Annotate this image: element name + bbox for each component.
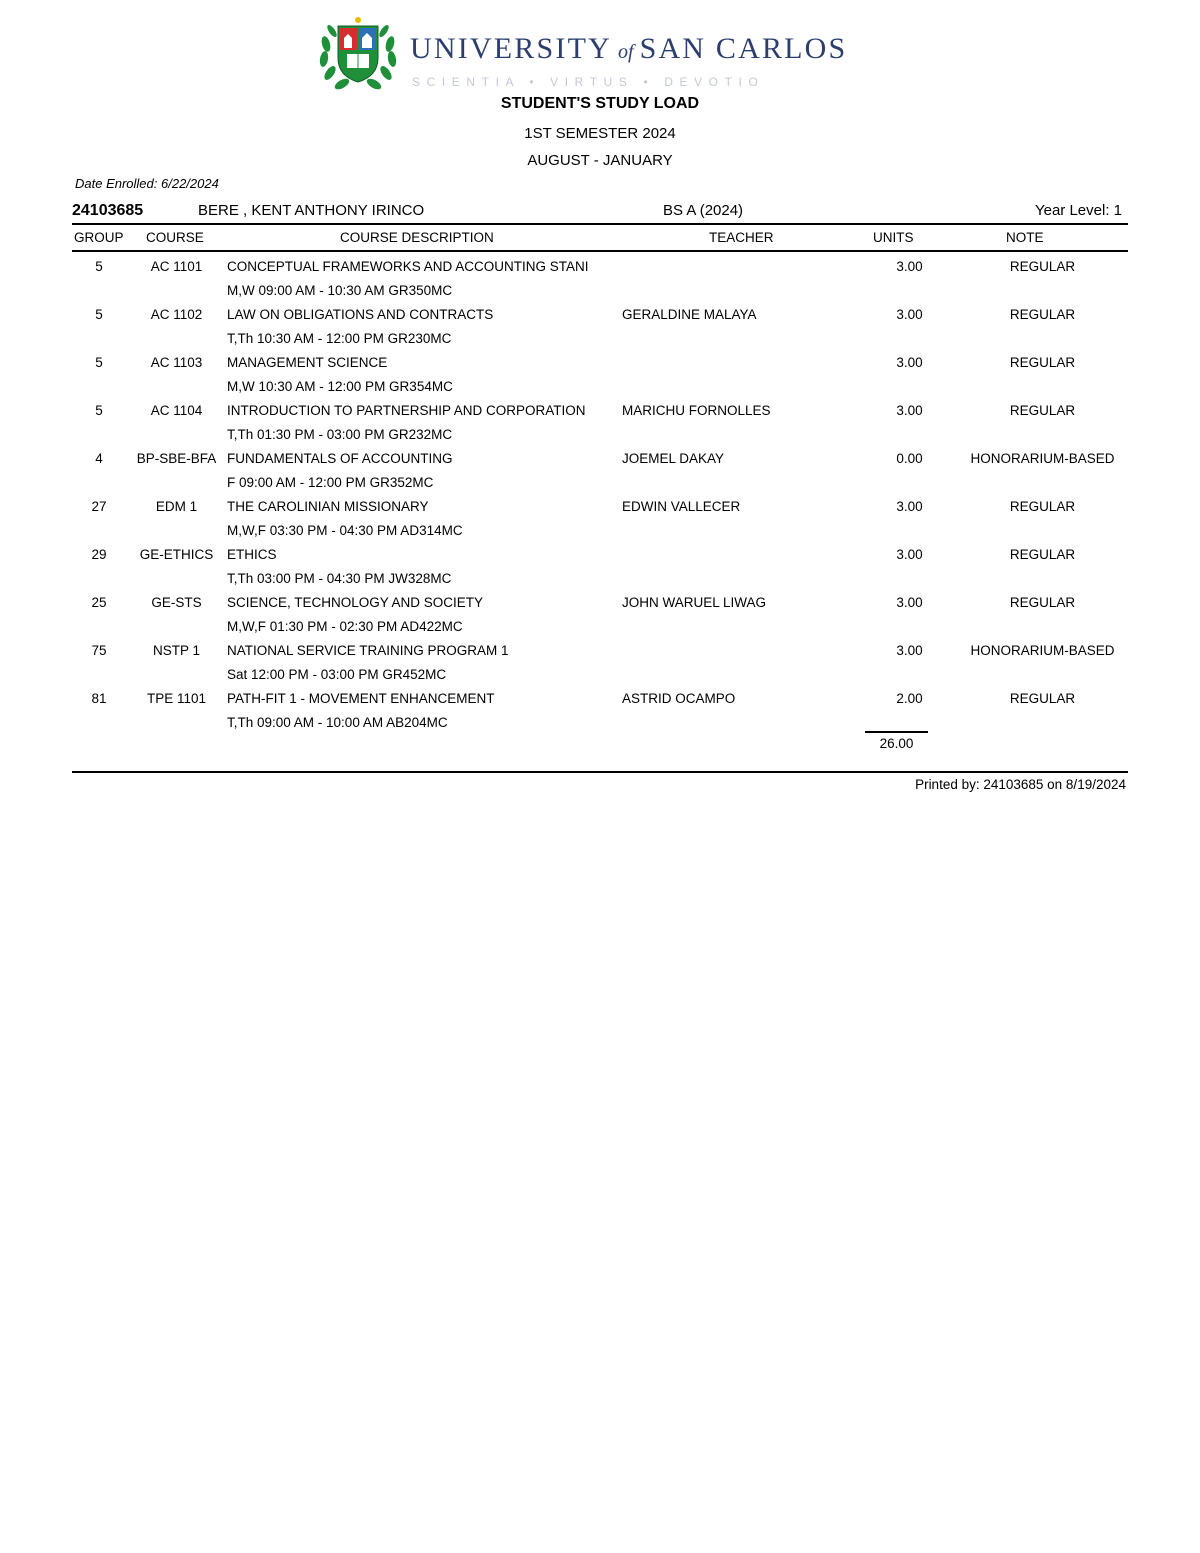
course-description: PATH-FIT 1 - MOVEMENT ENHANCEMENT xyxy=(227,690,495,706)
header-bottom-divider xyxy=(72,250,1128,252)
course-code: EDM 1 xyxy=(155,498,198,514)
total-units-rule xyxy=(865,731,928,733)
printed-by: Printed by: 24103685 on 8/19/2024 xyxy=(915,777,1126,792)
course-teacher: JOHN WARUEL LIWAG xyxy=(622,594,767,610)
course-group: 5 xyxy=(95,354,103,370)
course-schedule: M,W,F 03:30 PM - 04:30 PM AD314MC xyxy=(227,522,463,538)
course-note: REGULAR xyxy=(1009,258,1076,274)
column-header-course: COURSE xyxy=(146,230,204,245)
course-teacher xyxy=(622,638,862,662)
course-code: TPE 1101 xyxy=(146,690,207,706)
course-teacher: MARICHU FORNOLLES xyxy=(622,402,771,418)
course-note: REGULAR xyxy=(1009,690,1076,706)
schedule-row xyxy=(72,614,1128,638)
course-group: 29 xyxy=(91,546,107,562)
course-row xyxy=(72,638,1128,662)
course-description: CONCEPTUAL FRAMEWORKS AND ACCOUNTING STANI xyxy=(227,258,589,274)
university-name-part1: UNIVERSITY xyxy=(410,32,612,65)
course-row xyxy=(72,302,1128,326)
course-schedule: M,W,F 01:30 PM - 02:30 PM AD422MC xyxy=(227,618,463,634)
course-group: 27 xyxy=(91,498,107,514)
course-row xyxy=(72,446,1128,470)
schedule-row xyxy=(72,710,1128,734)
semester-label: 1ST SEMESTER 2024 xyxy=(524,125,676,142)
course-units: 3.00 xyxy=(896,402,923,418)
course-units: 3.00 xyxy=(896,642,923,658)
course-description: MANAGEMENT SCIENCE xyxy=(227,354,388,370)
course-code: AC 1101 xyxy=(150,258,203,274)
course-teacher: EDWIN VALLECER xyxy=(622,498,741,514)
study-load-body xyxy=(72,254,1128,734)
course-note: REGULAR xyxy=(1009,594,1076,610)
course-group: 25 xyxy=(91,594,107,610)
period-label: AUGUST - JANUARY xyxy=(527,152,673,169)
footer-divider xyxy=(72,771,1128,773)
total-units: 26.00 xyxy=(879,736,914,751)
course-note: HONORARIUM-BASED xyxy=(970,642,1115,658)
course-schedule: M,W 09:00 AM - 10:30 AM GR350MC xyxy=(227,282,453,298)
course-row xyxy=(72,254,1128,278)
schedule-row xyxy=(72,374,1128,398)
course-group: 75 xyxy=(91,642,107,658)
course-schedule: Sat 12:00 PM - 03:00 PM GR452MC xyxy=(227,666,447,682)
course-schedule: T,Th 03:00 PM - 04:30 PM JW328MC xyxy=(227,570,452,586)
university-seal-icon xyxy=(318,14,398,92)
course-note: HONORARIUM-BASED xyxy=(970,450,1115,466)
schedule-row xyxy=(72,662,1128,686)
course-description: SCIENCE, TECHNOLOGY AND SOCIETY xyxy=(227,594,484,610)
course-row xyxy=(72,590,1128,614)
course-group: 81 xyxy=(91,690,107,706)
course-units: 2.00 xyxy=(896,690,923,706)
course-note: REGULAR xyxy=(1009,354,1076,370)
course-schedule: T,Th 01:30 PM - 03:00 PM GR232MC xyxy=(227,426,453,442)
header-top-divider xyxy=(72,223,1128,225)
course-code: BP-SBE-BFA xyxy=(136,450,217,466)
column-header-units: UNITS xyxy=(873,230,914,245)
course-description: NATIONAL SERVICE TRAINING PROGRAM 1 xyxy=(227,642,509,658)
schedule-row xyxy=(72,326,1128,350)
course-group: 5 xyxy=(95,402,103,418)
student-name: BERE , KENT ANTHONY IRINCO xyxy=(198,202,425,219)
course-description: THE CAROLINIAN MISSIONARY xyxy=(227,498,429,514)
course-code: GE-STS xyxy=(151,594,202,610)
schedule-row xyxy=(72,278,1128,302)
course-units: 3.00 xyxy=(896,258,923,274)
schedule-row xyxy=(72,566,1128,590)
course-row xyxy=(72,542,1128,566)
schedule-row xyxy=(72,422,1128,446)
course-row xyxy=(72,398,1128,422)
course-note: REGULAR xyxy=(1009,402,1076,418)
course-schedule: T,Th 09:00 AM - 10:00 AM AB204MC xyxy=(227,714,448,730)
course-teacher: JOEMEL DAKAY xyxy=(622,450,725,466)
course-teacher xyxy=(622,542,862,566)
column-header-teacher: TEACHER xyxy=(709,230,774,245)
university-name-part2: SAN CARLOS xyxy=(639,32,848,65)
student-id: 24103685 xyxy=(72,202,144,219)
course-code: AC 1103 xyxy=(150,354,203,370)
student-program: BS A (2024) xyxy=(663,202,744,219)
course-units: 3.00 xyxy=(896,306,923,322)
student-info-row xyxy=(72,202,1128,222)
course-units: 3.00 xyxy=(896,546,923,562)
university-name-of: of xyxy=(618,41,634,63)
course-schedule: F 09:00 AM - 12:00 PM GR352MC xyxy=(227,474,434,490)
course-code: AC 1104 xyxy=(150,402,203,418)
course-schedule: M,W 10:30 AM - 12:00 PM GR354MC xyxy=(227,378,453,394)
course-teacher: ASTRID OCAMPO xyxy=(622,690,736,706)
course-group: 5 xyxy=(95,258,103,274)
course-group: 4 xyxy=(95,450,103,466)
column-header-group: GROUP xyxy=(74,230,124,245)
course-units: 0.00 xyxy=(896,450,923,466)
column-header-note: NOTE xyxy=(1006,230,1044,245)
course-units: 3.00 xyxy=(896,498,923,514)
university-logo xyxy=(318,14,878,94)
course-schedule: T,Th 10:30 AM - 12:00 PM GR230MC xyxy=(227,330,452,346)
schedule-row xyxy=(72,470,1128,494)
document-title: STUDENT'S STUDY LOAD xyxy=(500,95,700,112)
course-code: AC 1102 xyxy=(150,306,203,322)
course-note: REGULAR xyxy=(1009,498,1076,514)
year-level: Year Level: 1 xyxy=(1034,202,1122,219)
course-code: NSTP 1 xyxy=(152,642,201,658)
course-row xyxy=(72,686,1128,710)
date-enrolled: Date Enrolled: 6/22/2024 xyxy=(75,176,219,191)
course-description: LAW ON OBLIGATIONS AND CONTRACTS xyxy=(227,306,494,322)
course-teacher xyxy=(622,254,862,278)
course-note: REGULAR xyxy=(1009,546,1076,562)
course-group: 5 xyxy=(95,306,103,322)
course-description: ETHICS xyxy=(227,546,277,562)
course-teacher xyxy=(622,350,862,374)
course-units: 3.00 xyxy=(896,594,923,610)
course-description: FUNDAMENTALS OF ACCOUNTING xyxy=(227,450,453,466)
column-header-description: COURSE DESCRIPTION xyxy=(340,230,494,245)
course-description: INTRODUCTION TO PARTNERSHIP AND CORPORATION xyxy=(227,402,586,418)
course-units: 3.00 xyxy=(896,354,923,370)
course-note: REGULAR xyxy=(1009,306,1076,322)
university-name xyxy=(410,34,847,64)
course-row xyxy=(72,494,1128,518)
course-teacher: GERALDINE MALAYA xyxy=(622,306,757,322)
course-row xyxy=(72,350,1128,374)
schedule-row xyxy=(72,518,1128,542)
course-code: GE-ETHICS xyxy=(139,546,214,562)
university-motto: SCIENTIA • VIRTUS • DEVOTIO xyxy=(412,75,765,89)
study-load-table xyxy=(72,254,1128,734)
